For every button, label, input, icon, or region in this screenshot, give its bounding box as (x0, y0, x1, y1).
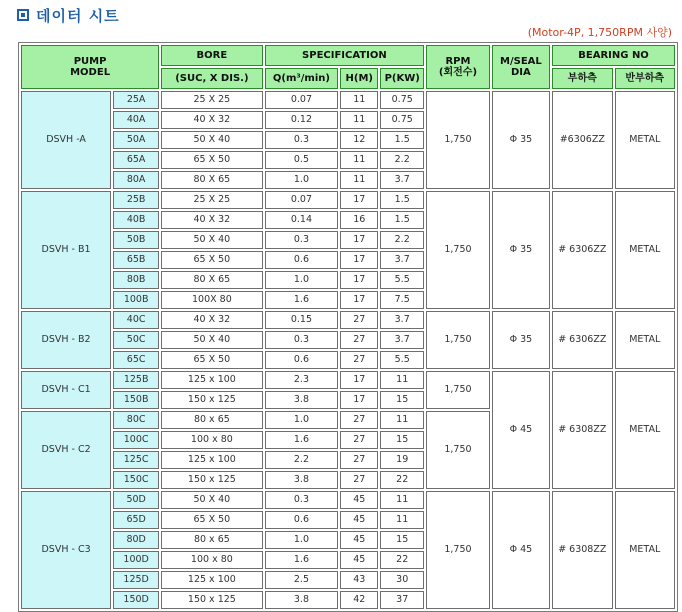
table-row (21, 91, 675, 109)
p-cell: 22 (380, 471, 424, 489)
q-cell: 0.07 (265, 91, 339, 109)
h-cell: 27 (340, 311, 378, 329)
q-cell: 1.6 (265, 291, 339, 309)
h-cell: 45 (340, 491, 378, 509)
q-cell: 0.3 (265, 491, 339, 509)
header-rpm-label: RPM (445, 56, 471, 67)
q-cell: 0.5 (265, 151, 339, 169)
bore-cell: 50 X 40 (161, 231, 262, 249)
q-cell: 3.8 (265, 391, 339, 409)
rpm-cell: 1,750 (426, 411, 489, 489)
bore-cell: 100X 80 (161, 291, 262, 309)
model-cell: DSVH -A (21, 91, 111, 189)
table-row (21, 191, 675, 209)
bearing-antiload-cell: METAL (615, 371, 676, 489)
seal-cell: Φ 35 (492, 311, 550, 369)
bearing-load-cell: # 6306ZZ (552, 311, 612, 369)
rpm-cell: 1,750 (426, 191, 489, 309)
p-cell: 22 (380, 551, 424, 569)
p-cell: 15 (380, 391, 424, 409)
code-cell: 50C (113, 331, 159, 349)
model-cell: DSVH - C2 (21, 411, 111, 489)
table-row (21, 311, 675, 329)
q-cell: 0.12 (265, 111, 339, 129)
q-cell: 0.3 (265, 331, 339, 349)
table-row (21, 371, 675, 389)
h-cell: 17 (340, 191, 378, 209)
p-cell: 2.2 (380, 151, 424, 169)
bore-cell: 80 x 65 (161, 531, 262, 549)
code-cell: 40C (113, 311, 159, 329)
h-cell: 27 (340, 411, 378, 429)
bore-cell: 65 X 50 (161, 151, 262, 169)
code-cell: 65A (113, 151, 159, 169)
q-cell: 1.0 (265, 171, 339, 189)
header-specification: SPECIFICATION (265, 45, 425, 66)
seal-cell: Φ 35 (492, 191, 550, 309)
bore-cell: 80 X 65 (161, 271, 262, 289)
code-cell: 65D (113, 511, 159, 529)
q-cell: 1.0 (265, 271, 339, 289)
p-cell: 0.75 (380, 111, 424, 129)
bearing-load-cell: # 6306ZZ (552, 191, 612, 309)
p-cell: 11 (380, 511, 424, 529)
rpm-cell: 1,750 (426, 491, 489, 609)
header-bearing: BEARING NO (552, 45, 675, 66)
bore-cell: 150 x 125 (161, 391, 262, 409)
p-cell: 5.5 (380, 271, 424, 289)
seal-cell: Φ 35 (492, 91, 550, 189)
p-cell: 19 (380, 451, 424, 469)
seal-cell: Φ 45 (492, 371, 550, 489)
p-cell: 3.7 (380, 311, 424, 329)
h-cell: 27 (340, 451, 378, 469)
table-row (21, 491, 675, 509)
h-cell: 11 (340, 91, 378, 109)
title-text: 데이터 시트 (36, 6, 120, 25)
bore-cell: 40 X 32 (161, 311, 262, 329)
header-rpm-sub: (회전수) (438, 67, 478, 78)
header-p: P(KW) (380, 68, 424, 89)
model-cell: DSVH - B2 (21, 311, 111, 369)
bore-cell: 50 X 40 (161, 491, 262, 509)
h-cell: 17 (340, 391, 378, 409)
code-cell: 80D (113, 531, 159, 549)
h-cell: 45 (340, 531, 378, 549)
code-cell: 40A (113, 111, 159, 129)
model-cell: DSVH - C1 (21, 371, 111, 409)
h-cell: 17 (340, 291, 378, 309)
bore-cell: 125 x 100 (161, 451, 262, 469)
h-cell: 17 (340, 371, 378, 389)
q-cell: 1.6 (265, 431, 339, 449)
code-cell: 100B (113, 291, 159, 309)
code-cell: 80C (113, 411, 159, 429)
p-cell: 37 (380, 591, 424, 609)
bore-cell: 40 X 32 (161, 111, 262, 129)
h-cell: 17 (340, 251, 378, 269)
bore-cell: 65 X 50 (161, 351, 262, 369)
q-cell: 0.6 (265, 351, 339, 369)
q-cell: 0.6 (265, 251, 339, 269)
bore-cell: 80 x 65 (161, 411, 262, 429)
h-cell: 45 (340, 551, 378, 569)
model-cell: DSVH - C3 (21, 491, 111, 609)
bore-cell: 25 X 25 (161, 91, 262, 109)
h-cell: 27 (340, 351, 378, 369)
code-cell: 65B (113, 251, 159, 269)
bearing-load-cell: # 6308ZZ (552, 491, 612, 609)
q-cell: 0.6 (265, 511, 339, 529)
bore-cell: 150 x 125 (161, 591, 262, 609)
code-cell: 125D (113, 571, 159, 589)
p-cell: 3.7 (380, 171, 424, 189)
square-bullet-icon (17, 9, 29, 21)
bore-cell: 125 x 100 (161, 371, 262, 389)
bearing-load-cell: # 6308ZZ (552, 371, 612, 489)
q-cell: 1.0 (265, 531, 339, 549)
bore-cell: 150 x 125 (161, 471, 262, 489)
q-cell: 2.5 (265, 571, 339, 589)
p-cell: 30 (380, 571, 424, 589)
q-cell: 0.07 (265, 191, 339, 209)
code-cell: 100C (113, 431, 159, 449)
code-cell: 125B (113, 371, 159, 389)
p-cell: 1.5 (380, 211, 424, 229)
code-cell: 65C (113, 351, 159, 369)
rpm-cell: 1,750 (426, 91, 489, 189)
code-cell: 25A (113, 91, 159, 109)
p-cell: 15 (380, 431, 424, 449)
code-cell: 100D (113, 551, 159, 569)
header-bore: BORE (161, 45, 262, 66)
bore-cell: 100 x 80 (161, 551, 262, 569)
header-pump-label: PUMP (73, 56, 107, 67)
code-cell: 25B (113, 191, 159, 209)
bearing-antiload-cell: METAL (615, 91, 676, 189)
h-cell: 43 (340, 571, 378, 589)
code-cell: 150B (113, 391, 159, 409)
bearing-antiload-cell: METAL (615, 491, 676, 609)
q-cell: 0.14 (265, 211, 339, 229)
q-cell: 3.8 (265, 591, 339, 609)
q-cell: 2.3 (265, 371, 339, 389)
bore-cell: 100 x 80 (161, 431, 262, 449)
code-cell: 50A (113, 131, 159, 149)
h-cell: 45 (340, 511, 378, 529)
p-cell: 1.5 (380, 191, 424, 209)
code-cell: 80B (113, 271, 159, 289)
header-bearing-load: 부하측 (552, 68, 612, 89)
header-mseal (492, 45, 550, 89)
q-cell: 0.3 (265, 231, 339, 249)
header-rpm (426, 45, 489, 89)
q-cell: 3.8 (265, 471, 339, 489)
p-cell: 7.5 (380, 291, 424, 309)
q-cell: 0.3 (265, 131, 339, 149)
datasheet-table (18, 42, 678, 612)
header-mseal-sub: DIA (511, 67, 531, 78)
bore-cell: 50 X 40 (161, 131, 262, 149)
bearing-antiload-cell: METAL (615, 311, 676, 369)
p-cell: 11 (380, 411, 424, 429)
header-mseal-label: M/SEAL (500, 56, 542, 67)
bore-cell: 25 X 25 (161, 191, 262, 209)
header-bore-sub: (SUC, X DIS.) (161, 68, 262, 89)
header-pump-model (21, 45, 159, 89)
q-cell: 1.6 (265, 551, 339, 569)
p-cell: 11 (380, 371, 424, 389)
bearing-load-cell: #6306ZZ (552, 91, 612, 189)
bore-cell: 65 X 50 (161, 251, 262, 269)
p-cell: 15 (380, 531, 424, 549)
p-cell: 1.5 (380, 131, 424, 149)
h-cell: 27 (340, 471, 378, 489)
bearing-antiload-cell: METAL (615, 191, 676, 309)
spec-note: (Motor-4P, 1,750RPM 사양) (527, 26, 672, 39)
h-cell: 11 (340, 151, 378, 169)
p-cell: 3.7 (380, 251, 424, 269)
h-cell: 27 (340, 331, 378, 349)
q-cell: 1.0 (265, 411, 339, 429)
bore-cell: 125 x 100 (161, 571, 262, 589)
p-cell: 2.2 (380, 231, 424, 249)
h-cell: 17 (340, 271, 378, 289)
h-cell: 11 (340, 111, 378, 129)
code-cell: 125C (113, 451, 159, 469)
header-q: Q(m³/min) (265, 68, 339, 89)
header-h: H(M) (340, 68, 378, 89)
p-cell: 11 (380, 491, 424, 509)
code-cell: 50B (113, 231, 159, 249)
rpm-cell: 1,750 (426, 371, 489, 409)
h-cell: 11 (340, 171, 378, 189)
p-cell: 0.75 (380, 91, 424, 109)
model-cell: DSVH - B1 (21, 191, 111, 309)
q-cell: 0.15 (265, 311, 339, 329)
code-cell: 40B (113, 211, 159, 229)
page-title (17, 4, 120, 26)
h-cell: 17 (340, 231, 378, 249)
h-cell: 42 (340, 591, 378, 609)
code-cell: 150D (113, 591, 159, 609)
code-cell: 50D (113, 491, 159, 509)
bore-cell: 40 X 32 (161, 211, 262, 229)
q-cell: 2.2 (265, 451, 339, 469)
rpm-cell: 1,750 (426, 311, 489, 369)
seal-cell: Φ 45 (492, 491, 550, 609)
bore-cell: 80 X 65 (161, 171, 262, 189)
h-cell: 27 (340, 431, 378, 449)
bore-cell: 65 X 50 (161, 511, 262, 529)
code-cell: 80A (113, 171, 159, 189)
h-cell: 16 (340, 211, 378, 229)
bore-cell: 50 X 40 (161, 331, 262, 349)
p-cell: 5.5 (380, 351, 424, 369)
p-cell: 3.7 (380, 331, 424, 349)
header-model-label: MODEL (70, 67, 111, 78)
header-bearing-antiload: 반부하측 (615, 68, 676, 89)
h-cell: 12 (340, 131, 378, 149)
code-cell: 150C (113, 471, 159, 489)
